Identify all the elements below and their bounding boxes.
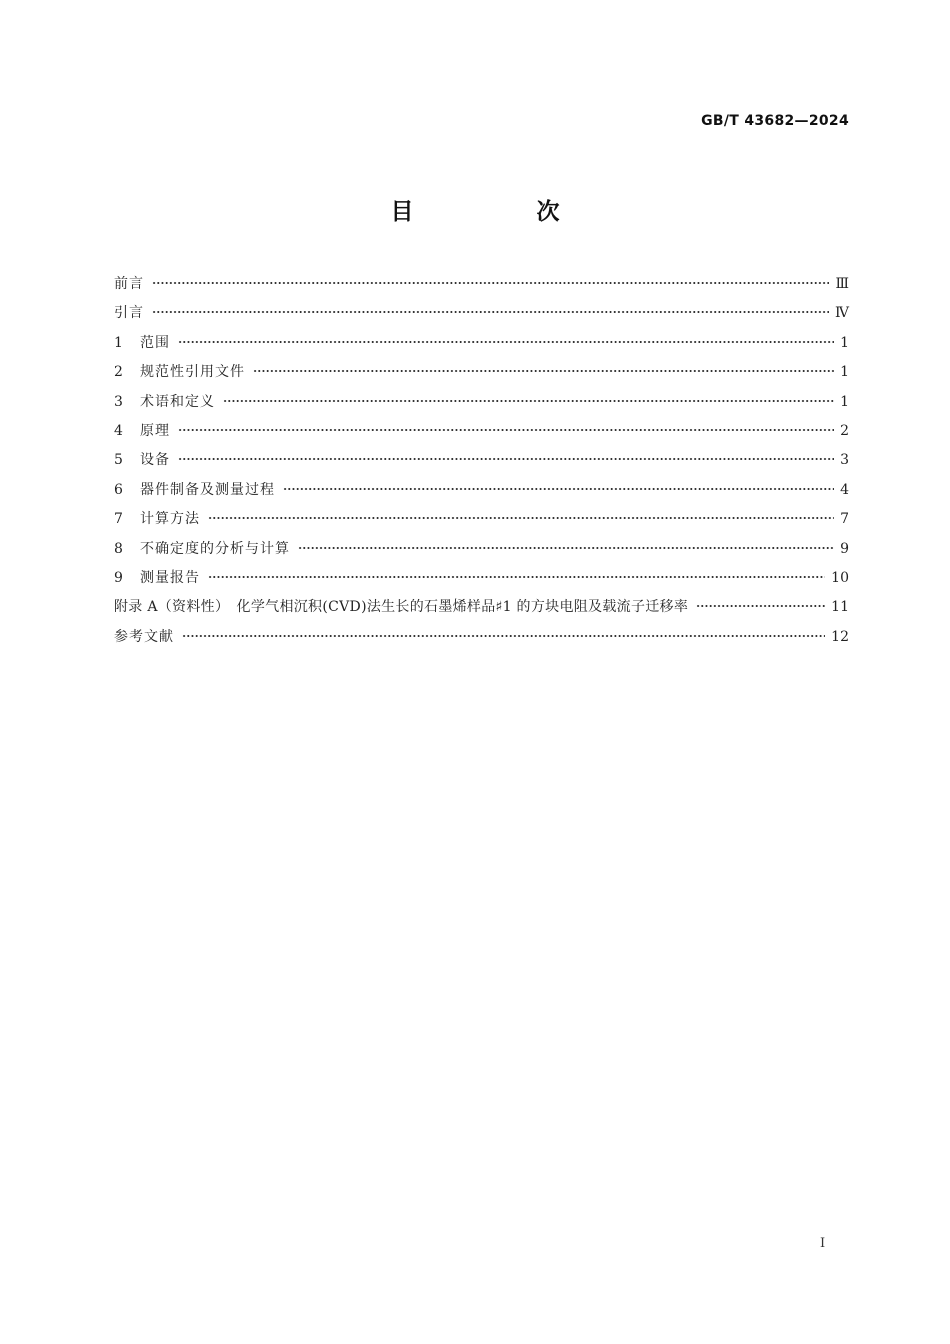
toc-entry-label: 原理	[140, 422, 170, 439]
toc-entry-page: Ⅳ	[835, 305, 849, 322]
toc-entry-number: 5	[114, 452, 123, 469]
toc-entry-test-report[interactable]	[114, 564, 849, 593]
toc-entry-page: 1	[840, 334, 849, 351]
toc-entry-number: 8	[114, 540, 123, 557]
toc-entry-label: 范围	[140, 334, 170, 351]
toc-entry-label: 器件制备及测量过程	[140, 481, 275, 498]
toc-entry-page: 1	[840, 393, 849, 410]
toc-entry-page: Ⅲ	[835, 276, 849, 292]
toc-entry-label: 前言	[114, 276, 144, 292]
toc-entry-page: 3	[840, 452, 849, 469]
toc-entry-label: 附录 A（资料性） 化学气相沉积(CVD)法生长的石墨烯样品♯1 的方块电阻及载流子迁移率	[114, 599, 689, 616]
toc-entry-number: 1	[114, 334, 123, 351]
toc-entry-number: 6	[114, 481, 123, 498]
page-title: 目 次	[390, 199, 610, 225]
dot-leader	[182, 635, 825, 637]
toc-entry-page: 4	[840, 481, 849, 498]
toc-entry-number: 9	[114, 569, 123, 586]
toc-entry-principle[interactable]	[114, 417, 849, 446]
toc-entry-page: 2	[840, 422, 849, 439]
toc-entry-device-preparation[interactable]	[114, 476, 849, 505]
toc-entry-page: 7	[840, 511, 849, 528]
toc-entry-terms-definitions[interactable]	[114, 388, 849, 417]
toc-entry-page: 12	[831, 628, 849, 645]
toc-entry-page: 9	[840, 540, 849, 557]
toc-entry-page: 1	[840, 364, 849, 381]
dot-leader	[208, 576, 825, 578]
toc-entry-calculation-method[interactable]	[114, 505, 849, 534]
toc-entry-uncertainty[interactable]	[114, 535, 849, 564]
dot-leader	[253, 370, 834, 372]
dot-leader	[178, 429, 834, 431]
toc-entry-number: 4	[114, 422, 123, 439]
dot-leader	[178, 341, 834, 343]
toc-entry-scope[interactable]	[114, 329, 849, 358]
toc-entry-equipment[interactable]	[114, 446, 849, 475]
toc-entry-label: 计算方法	[140, 511, 200, 528]
table-of-contents	[114, 270, 849, 652]
dot-leader	[152, 311, 829, 313]
toc-entry-page: 11	[831, 599, 849, 616]
toc-entry-label: 测量报告	[140, 569, 200, 586]
dot-leader	[208, 517, 834, 519]
toc-entry-label: 参考文献	[114, 628, 174, 645]
dot-leader	[696, 605, 825, 607]
toc-entry-label: 术语和定义	[140, 393, 215, 410]
toc-entry-bibliography[interactable]	[114, 623, 849, 652]
toc-entry-number: 2	[114, 364, 123, 381]
toc-entry-introduction[interactable]	[114, 299, 849, 328]
dot-leader	[152, 282, 829, 284]
toc-entry-annex-a[interactable]	[114, 593, 849, 622]
toc-entry-foreword[interactable]	[114, 270, 849, 299]
toc-entry-label: 不确定度的分析与计算	[140, 540, 290, 557]
dot-leader	[283, 488, 834, 490]
toc-entry-label: 规范性引用文件	[140, 364, 245, 381]
toc-entry-number: 3	[114, 393, 123, 410]
toc-entry-normative-references[interactable]	[114, 358, 849, 387]
toc-entry-page: 10	[831, 569, 849, 586]
toc-entry-label: 引言	[114, 305, 144, 322]
standard-code: GB/T 43682—2024	[701, 113, 849, 129]
toc-entry-label: 设备	[140, 452, 170, 469]
dot-leader	[298, 547, 834, 549]
page-number: Ⅰ	[820, 1236, 826, 1251]
dot-leader	[223, 400, 834, 402]
dot-leader	[178, 458, 834, 460]
toc-entry-number: 7	[114, 511, 123, 528]
